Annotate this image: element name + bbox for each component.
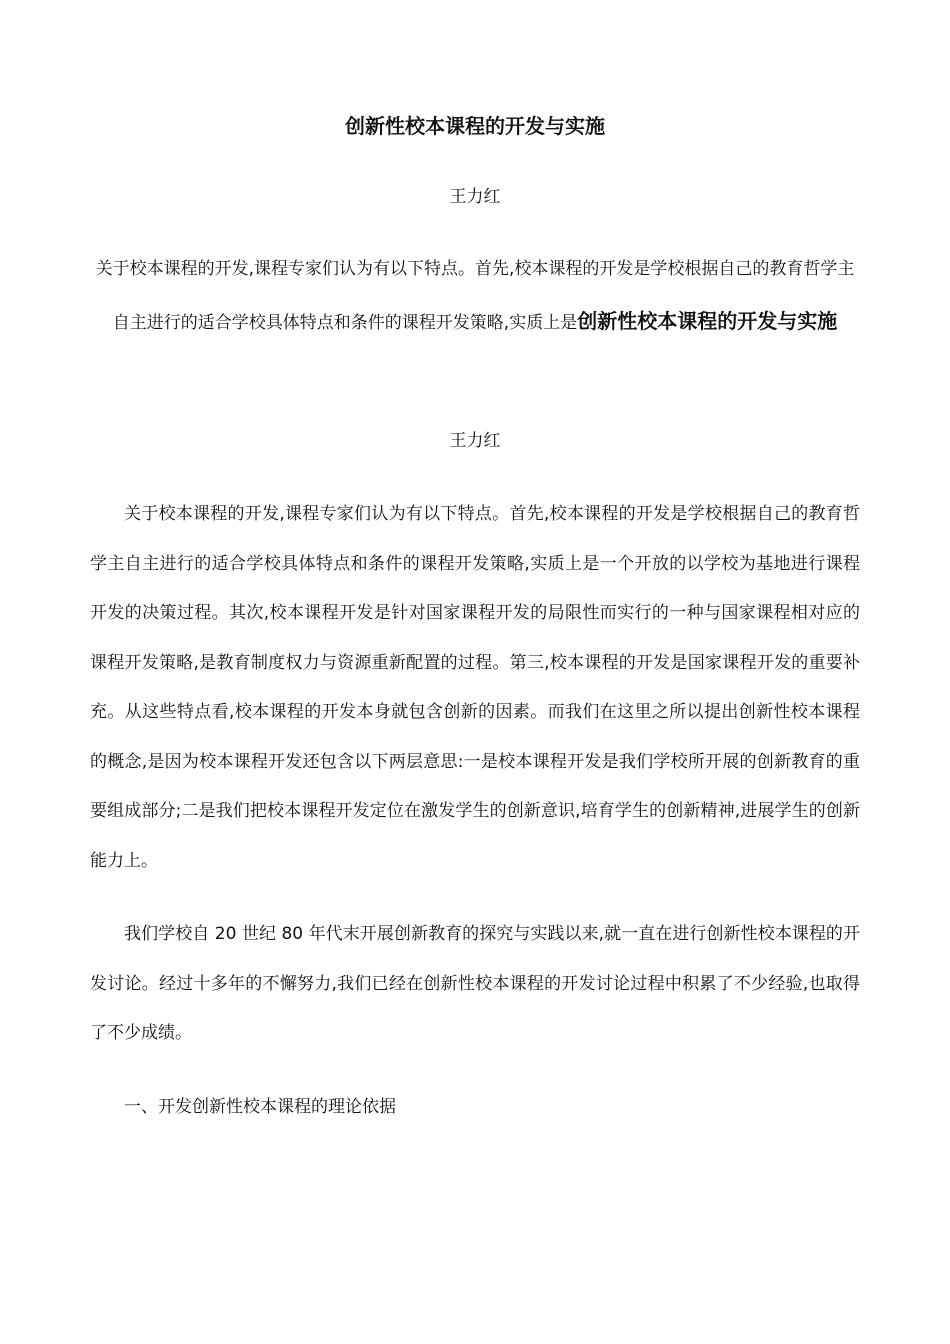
body-paragraph-2: 我们学校自 20 世纪 80 年代末开展创新教育的探究与实践以来,就一直在进行创新性校本课程的开发讨论。经过十多年的不懈努力,我们已经在创新性校本课程的开发讨论过程中积累了不少经验,也取得了不少成绩。	[90, 924, 860, 1043]
section-heading: 一、开发创新性校本课程的理论依据	[124, 1097, 396, 1117]
document-author: 王力红	[449, 187, 501, 207]
abstract-paragraph	[90, 243, 860, 349]
repeated-title: 创新性校本课程的开发与实施	[577, 309, 838, 333]
document-title: 创新性校本课程的开发与实施	[345, 114, 605, 138]
body-paragraph-1: 关于校本课程的开发,课程专家们认为有以下特点。首先,校本课程的开发是学校根据自己的教育哲学主自主进行的适合学校具体特点和条件的课程开发策略,实质上是一个开放的以学校为基地进行课程开发的决策过程。其次,校本课程开发是针对国家课程开发的局限性而实行的一种与国家课程相对应的课程开发策略,是教育制度权力与资源重新配置的过程。第三,校本课程的开发是国家课程开发的重要补充。从这些特点看,校本课程的开发本身就包含创新的因素。而我们在这里之所以提出创新性校本课程的概念,是因为校本课程开发还包含以下两层意思:一是校本课程开发是我们学校所开展的创新教育的重要组成部分;二是我们把校本课程开发定位在激发学生的创新意识,培育学生的创新精神,进展学生的创新能力上。	[90, 504, 860, 871]
repeated-author: 王力红	[449, 431, 501, 451]
abstract-text: 关于校本课程的开发,课程专家们认为有以下特点。首先,校本课程的开发是学校根据自己的教育哲学主自主进行的适合学校具体特点和条件的课程开发策略,实质上是	[95, 259, 855, 333]
